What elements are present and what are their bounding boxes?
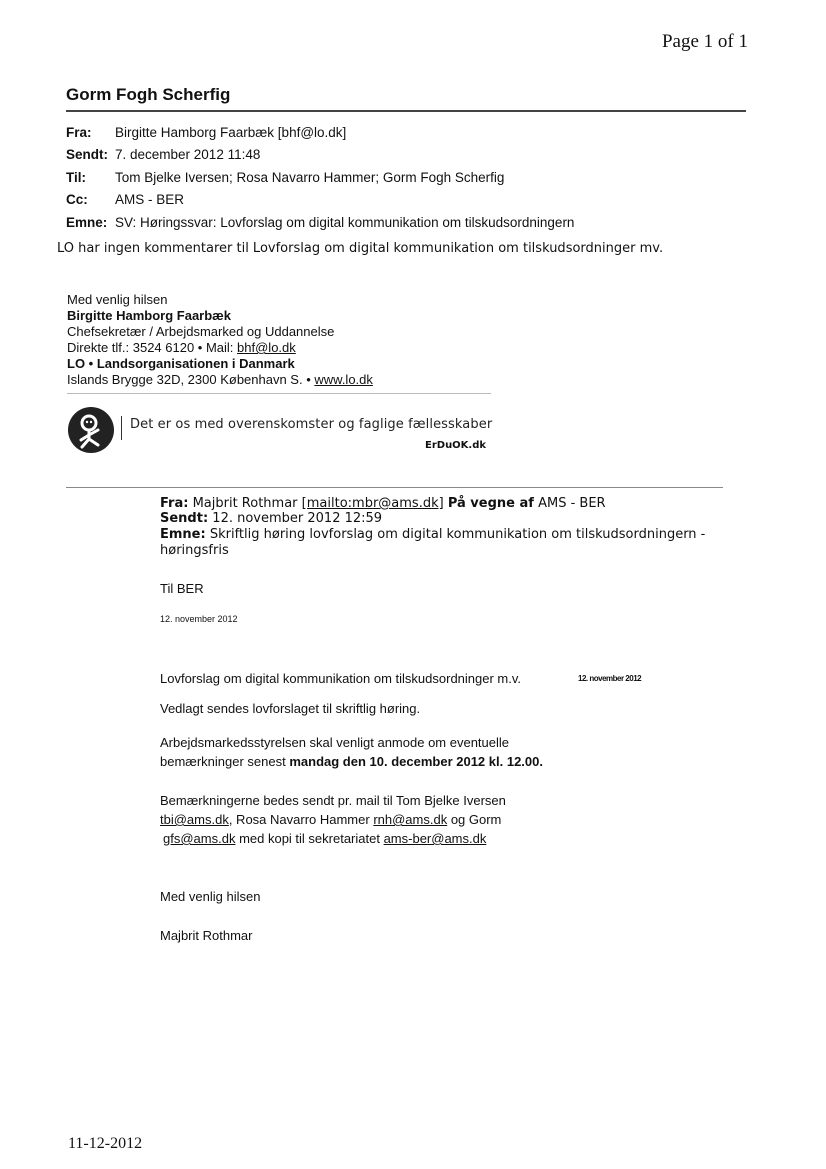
- header-to-value: Tom Bjelke Iversen; Rosa Navarro Hammer; Gorm Fogh Scherfig: [115, 170, 505, 185]
- message-para2-line2: [160, 752, 543, 771]
- forward-date-small: 12. november 2012: [160, 614, 238, 624]
- forward-mailto-link[interactable]: [mailto:mbr@ams.dk]: [301, 496, 444, 511]
- forward-sent: [160, 511, 382, 526]
- signature-name-text: Birgitte Hamborg Faarbæk: [67, 308, 231, 323]
- header-to: [66, 170, 504, 185]
- signature-greeting: Med venlig hilsen: [67, 292, 168, 307]
- header-from: [66, 125, 346, 140]
- message-title: Lovforslag om digital kommunikation om tilskudsordninger m.v.: [160, 671, 522, 686]
- header-cc: [66, 192, 184, 207]
- page-title: Gorm Fogh Scherfig: [66, 85, 231, 104]
- closing-name: Majbrit Rothmar: [160, 928, 253, 943]
- signature-phone: Direkte tlf.: 3524 6120 • Mail:: [67, 340, 238, 355]
- ok-logo-icon: [68, 407, 114, 453]
- date-stamp: 12. november 2012: [578, 674, 642, 683]
- forward-on-behalf-value: AMS - BER: [538, 496, 606, 511]
- footer-date: 11-12-2012: [68, 1135, 143, 1152]
- para3-line3-mid: med kopi til sekretariatet: [235, 831, 384, 846]
- header-cc-value: AMS - BER: [115, 192, 185, 207]
- forward-subject-value: Skriftlig høring lovforslag om digital kommunikation om tilskudsordningern -: [209, 527, 706, 542]
- message-para2-line1: Arbejdsmarkedsstyrelsen skal venligt anmode om eventuelle: [160, 735, 510, 750]
- forward-from-label: Fra:: [160, 496, 189, 511]
- signature-address: [67, 372, 373, 388]
- para3-mid: , Rosa Navarro Hammer: [228, 812, 374, 827]
- email-tbi-link[interactable]: tbi@ams.dk: [160, 812, 229, 827]
- deadline-prefix: bemærkninger senest: [160, 754, 290, 769]
- signature-website-link[interactable]: www.lo.dk: [314, 372, 373, 387]
- email-rnh-link[interactable]: rnh@ams.dk: [373, 812, 448, 827]
- signature-org: [67, 356, 295, 372]
- email-gfs-link[interactable]: gfs@ams.dk: [163, 831, 236, 846]
- header-subject-label: Emne:: [66, 215, 108, 230]
- page-number: Page 1 of 1: [661, 31, 748, 52]
- forward-subject: [160, 527, 705, 542]
- signature-email-link[interactable]: bhf@lo.dk: [237, 340, 296, 355]
- forward-on-behalf-label: På vegne af: [447, 496, 534, 511]
- header-from-label: Fra:: [66, 125, 92, 140]
- reply-body: LO har ingen kommentarer til Lovforslag om digital kommunikation om tilskudsordninger mv.: [57, 241, 664, 256]
- message-para3-line1: Bemærkningerne bedes sendt pr. mail til Tom Bjelke Iversen: [160, 793, 506, 808]
- para3-end: og Gorm: [447, 812, 502, 827]
- forward-subject-label: Emne:: [160, 527, 206, 542]
- header-subject-value: SV: Høringssvar: Lovforslag om digital kommunikation om tilskudsordningern: [115, 215, 575, 230]
- banner-tagline: Det er os med overenskomster og faglige fællesskaber: [130, 417, 493, 432]
- banner-site: ErDuOK.dk: [425, 440, 487, 451]
- title-divider: [66, 110, 746, 112]
- forward-sent-value: 12. november 2012 12:59: [212, 511, 383, 526]
- banner-divider: [121, 416, 122, 440]
- signature-org-text: LO • Landsorganisationen i Danmark: [67, 356, 295, 371]
- message-para3-line3: [163, 829, 486, 848]
- header-sent-label: Sendt:: [66, 147, 108, 162]
- forward-from: [160, 496, 606, 511]
- forward-divider: [66, 487, 723, 488]
- signature-name: [67, 308, 231, 324]
- deadline-bold: mandag den 10. december 2012 kl. 12.00.: [289, 754, 543, 769]
- header-from-value: Birgitte Hamborg Faarbæk [bhf@lo.dk]: [115, 125, 347, 140]
- forward-sent-label: Sendt:: [160, 511, 209, 526]
- message-para3-line2: [160, 810, 501, 829]
- header-sent-value: 7. december 2012 11:48: [115, 147, 261, 162]
- forward-to-line: Til BER: [160, 581, 204, 596]
- header-cc-label: Cc:: [66, 192, 88, 207]
- signature-divider: [67, 393, 491, 394]
- signature-role: Chefsekretær / Arbejdsmarked og Uddannelse: [67, 324, 335, 339]
- closing-greeting: Med venlig hilsen: [160, 889, 261, 904]
- email-secretariat-link[interactable]: ams-ber@ams.dk: [383, 831, 487, 846]
- message-para1: Vedlagt sendes lovforslaget til skriftlig høring.: [160, 701, 421, 716]
- header-sent: [66, 147, 260, 162]
- signature-contact: [67, 340, 296, 356]
- forward-subject-cont: høringsfris: [160, 543, 229, 558]
- header-to-label: Til:: [66, 170, 86, 185]
- header-subject: [66, 215, 574, 230]
- signature-address-text: Islands Brygge 32D, 2300 København S. •: [67, 372, 315, 387]
- forward-from-name: Majbrit Rothmar: [192, 496, 298, 511]
